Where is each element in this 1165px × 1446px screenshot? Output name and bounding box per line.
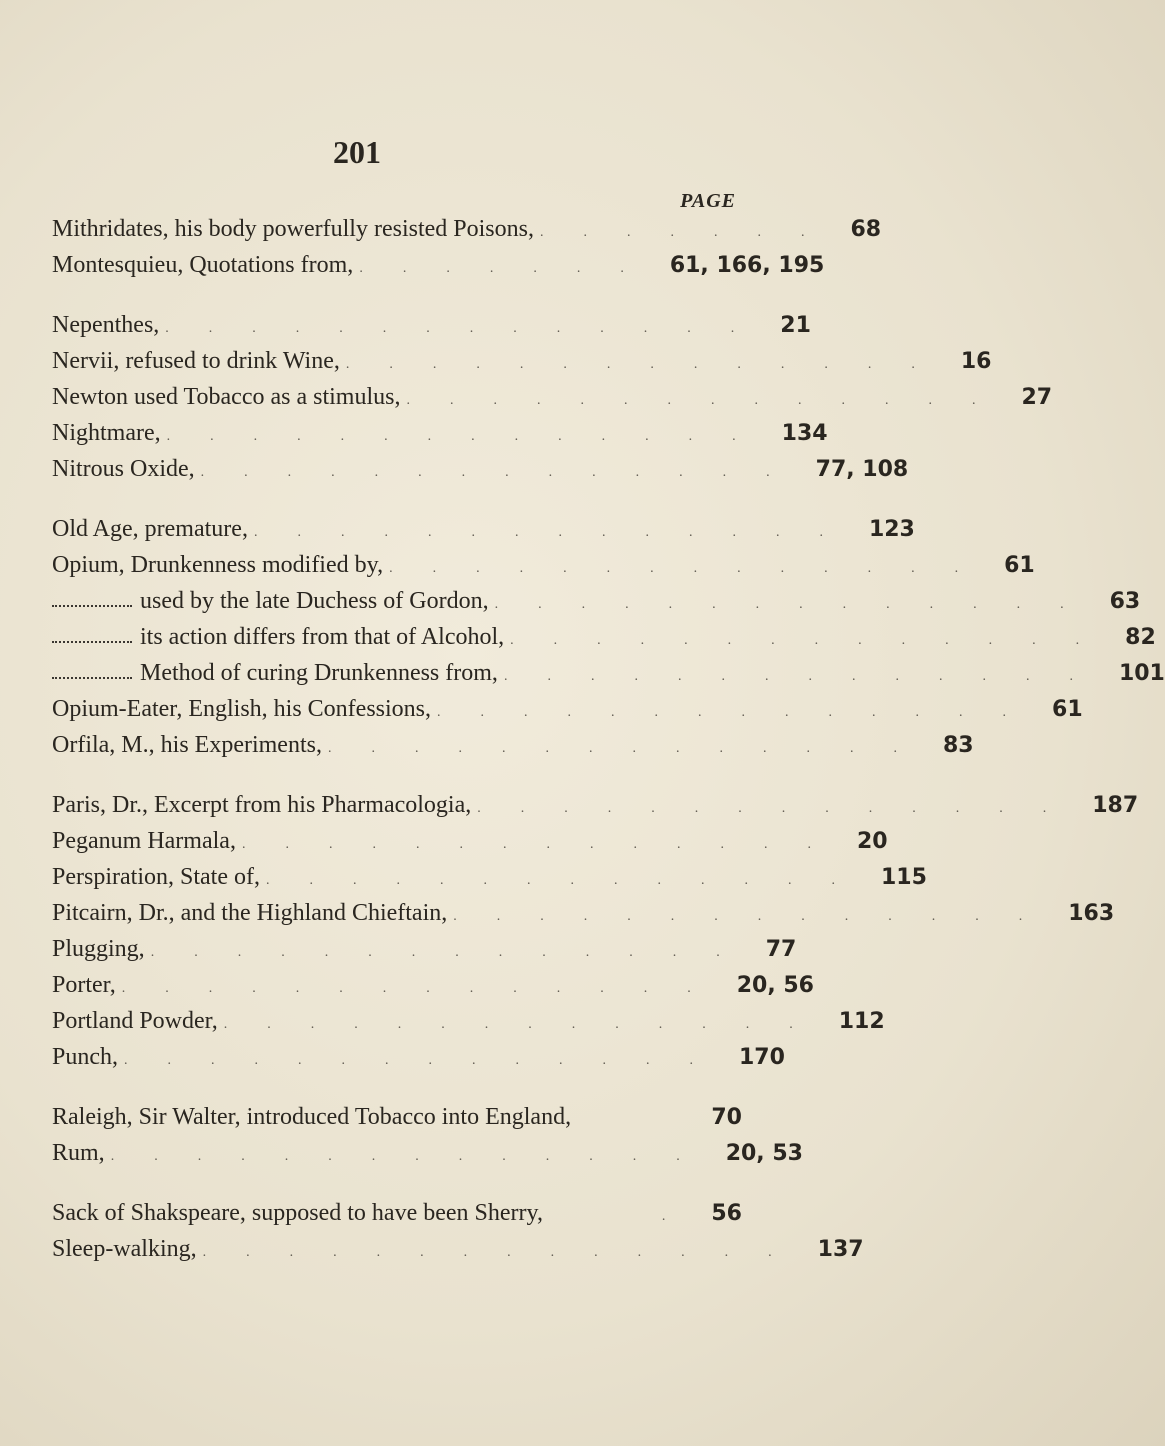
entry-label: Nepenthes,	[52, 312, 160, 338]
dot-leader: .......	[539, 225, 845, 240]
entry-label: Perspiration, State of,	[52, 864, 260, 890]
entry-label: Nightmare,	[52, 420, 161, 446]
dot-leader: ..............	[389, 561, 999, 576]
dot-leader: ..............	[510, 633, 1120, 648]
entry-label: Montesquieu, Quotations from,	[52, 252, 354, 278]
entry-label: used by the late Duchess of Gordon,	[140, 588, 489, 614]
dot-leader: ..............	[453, 909, 1063, 924]
entry-label: its action differs from that of Alcohol,	[140, 624, 505, 650]
dot-leader: .	[661, 1209, 706, 1224]
dot-leader: ..............	[202, 1245, 812, 1260]
entry-pages: 170	[739, 1045, 785, 1070]
entry-label: Raleigh, Sir Walter, introduced Tobacco into England,	[52, 1104, 572, 1130]
dot-leader: ..............	[165, 321, 775, 336]
entry-pages: 63	[1109, 589, 1141, 614]
index-entries	[52, 216, 1165, 1272]
index-entry	[52, 864, 927, 900]
entry-pages: 83	[942, 733, 974, 758]
index-entry	[52, 420, 828, 456]
entry-pages: 112	[838, 1009, 885, 1034]
dot-leader: ..............	[437, 705, 1047, 720]
entry-pages: 21	[780, 313, 811, 338]
entry-label: Punch,	[52, 1044, 118, 1070]
dot-leader: ..............	[124, 1053, 733, 1068]
entry-pages: 163	[1068, 901, 1115, 926]
entry-pages: 61	[1052, 697, 1083, 722]
entry-label: Orfila, M., his Experiments,	[52, 732, 322, 758]
index-entry	[52, 1104, 742, 1140]
entry-label: Portland Powder,	[52, 1008, 218, 1034]
dot-leader: ..............	[494, 597, 1104, 612]
entry-pages: 20, 53	[725, 1141, 803, 1166]
entry-pages: 20	[856, 829, 888, 854]
entry-label: Opium-Eater, English, his Confessions,	[52, 696, 432, 722]
entry-label: Plugging,	[52, 936, 145, 962]
index-entry	[52, 216, 882, 252]
entry-label: Newton used Tobacco as a stimulus,	[52, 384, 401, 410]
dot-leader: ..............	[345, 357, 955, 372]
entry-pages: 187	[1092, 793, 1139, 818]
ditto-dash	[52, 633, 132, 643]
index-entry	[52, 516, 915, 552]
index-entry	[52, 312, 811, 348]
entry-label: Nervii, refused to drink Wine,	[52, 348, 340, 374]
dot-leader: ..............	[241, 837, 851, 852]
dot-leader: ..............	[477, 801, 1087, 816]
index-subentry	[52, 588, 1141, 624]
index-subentry	[52, 660, 1165, 696]
entry-label: Sleep-walking,	[52, 1236, 197, 1262]
ditto-dash	[52, 597, 132, 607]
index-entry	[52, 1140, 803, 1176]
entry-pages: 82	[1125, 625, 1156, 650]
entry-pages: 68	[850, 217, 882, 242]
index-entry	[52, 792, 1139, 828]
index-entry	[52, 384, 1053, 420]
entry-pages: 77, 108	[815, 457, 909, 482]
index-entry	[52, 900, 1115, 936]
dot-leader: ..............	[110, 1149, 720, 1164]
entry-label: Method of curing Drunkenness from,	[140, 660, 498, 686]
index-entry	[52, 696, 1083, 732]
page-column-header: PAGE	[680, 190, 736, 212]
dot-leader: ..............	[166, 429, 776, 444]
dot-leader: .......	[359, 261, 664, 276]
entry-pages: 123	[868, 517, 915, 542]
dot-leader: ..............	[223, 1017, 833, 1032]
entry-pages: 137	[817, 1237, 864, 1262]
dot-leader: ..............	[265, 873, 875, 888]
entry-label: Old Age, premature,	[52, 516, 248, 542]
index-entry	[52, 1008, 885, 1044]
index-entry	[52, 1044, 785, 1080]
entry-label: Mithridates, his body powerfully resisted Poisons,	[52, 216, 534, 242]
dot-leader: ..............	[406, 393, 1016, 408]
index-entry	[52, 828, 888, 864]
index-entry	[52, 1200, 742, 1236]
entry-pages: 61, 166, 195	[669, 253, 825, 278]
entry-pages: 70	[711, 1105, 742, 1130]
entry-label: Nitrous Oxide,	[52, 456, 195, 482]
dot-leader: ..............	[200, 465, 810, 480]
index-entry	[52, 252, 825, 288]
index-entry	[52, 348, 992, 384]
index-entry	[52, 936, 797, 972]
index-entry	[52, 456, 909, 492]
entry-pages: 115	[880, 865, 927, 890]
entry-pages: 134	[781, 421, 828, 446]
index-entry	[52, 732, 974, 768]
entry-label: Pitcairn, Dr., and the Highland Chieftain,	[52, 900, 448, 926]
entry-pages: 27	[1021, 385, 1053, 410]
entry-label: Sack of Shakspeare, supposed to have been Sherry,	[52, 1200, 543, 1226]
dot-leader: ..............	[327, 741, 937, 756]
entry-pages: 20, 56	[736, 973, 814, 998]
entry-label: Paris, Dr., Excerpt from his Pharmacologia,	[52, 792, 472, 818]
entry-label: Rum,	[52, 1140, 105, 1166]
index-entry	[52, 1236, 864, 1272]
entry-pages: 56	[711, 1201, 742, 1226]
entry-pages: 77	[765, 937, 797, 962]
entry-pages: 61	[1004, 553, 1035, 578]
index-subentry	[52, 624, 1156, 660]
dot-leader: ..............	[253, 525, 863, 540]
page-number: 201	[333, 134, 381, 170]
entry-pages: 16	[960, 349, 992, 374]
dot-leader: ..............	[150, 945, 760, 960]
dot-leader: ..............	[121, 981, 731, 996]
index-entry	[52, 972, 814, 1008]
ditto-dash	[52, 669, 132, 679]
index-entry	[52, 552, 1035, 588]
entry-label: Peganum Harmala,	[52, 828, 236, 854]
dot-leader: ..............	[503, 669, 1113, 684]
entry-pages: 101	[1118, 661, 1165, 686]
entry-label: Porter,	[52, 972, 116, 998]
entry-label: Opium, Drunkenness modified by,	[52, 552, 384, 578]
